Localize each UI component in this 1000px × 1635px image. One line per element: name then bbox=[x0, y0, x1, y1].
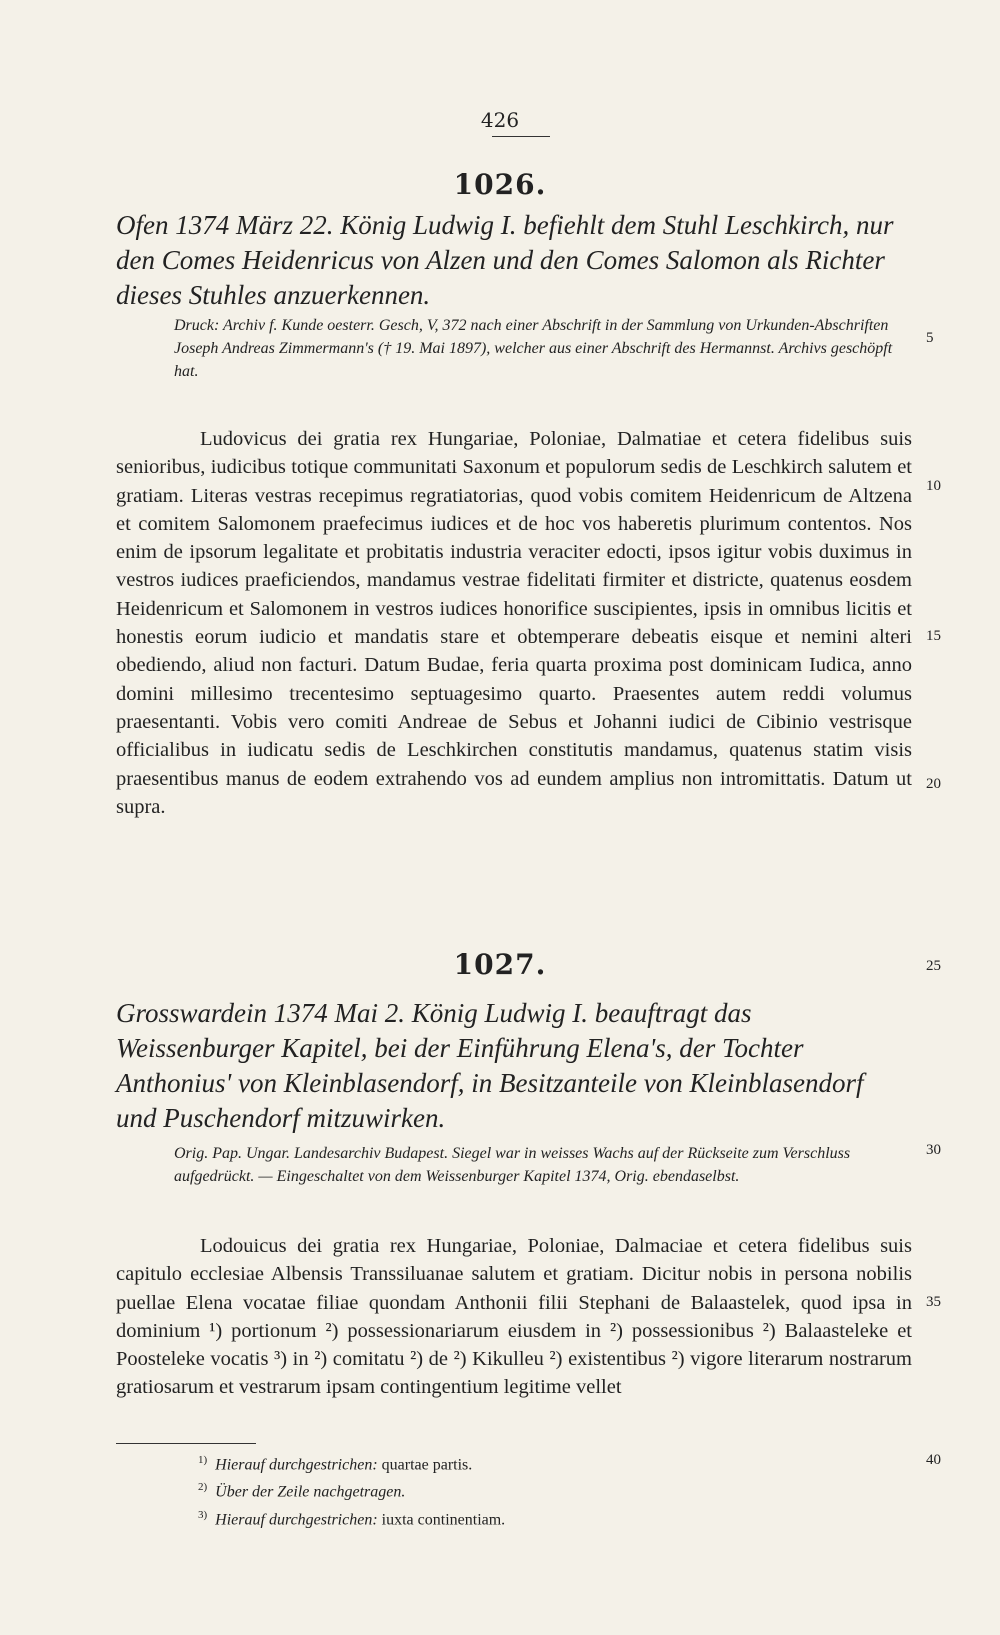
footnote-2 bbox=[198, 1476, 838, 1503]
footnote-marker: 2) bbox=[198, 1481, 208, 1494]
footnote-1 bbox=[198, 1449, 838, 1476]
document-text-1026-paragraph: Ludovicus dei gratia rex Hungariae, Poloniae, Dalmatiae et cetera fidelibus suis senioribus, iudicibus totique communitati Saxonum et populorum sedis de Leschkirch salutem et gratiam. Literas vestras recepimus regratiatorias, quod vobis comitem Heidenricum de Altzena et comitem Salomonem praefecimus iudices et de hoc vos haberetis plurimum contentos. Nos enim de ipsorum legalitate et probitatis industria veraciter edocti, ipsos igitur vobis duximus in vestros iudices praeficiendos, mandamus vestrae fidelitati firmiter et districte, quatenus eosdem Heidenricum et Salomonem in vestros iudices honorifice suscipientes, ipsis in omnibus licitis et honestis eorum iudicio et mandatis stare et obtemperare debeatis eisque et nemini alteri obediendo, aliud non facturi. Datum Budae, feria quarta proxima post dominicam Iudica, anno domini millesimo trecentesimo septuagesimo quarto. Praesentes autem reddi volumus praesentanti. Vobis vero comiti Andreae de Sebus et Johanni iudici de Cibinio vestrisque officialibus in iudicatu sedis de Leschkirchen constitutis mandamus, quatenus statim visis praesentibus manus de eodem extrahendo vos ad eundem amplius non intromittatis. Datum ut supra. bbox=[116, 428, 912, 818]
document-text-1027 bbox=[116, 1232, 912, 1402]
footnote-text: iuxta continentiam. bbox=[381, 1510, 506, 1528]
source-note-1027: Orig. Pap. Ungar. Landesarchiv Budapest. Siegel war in weisses Wachs auf der Rückseite zum Verschluss aufgedrückt. — Eingeschaltet von dem Weissenburger Kapitel 1374, Orig. ebendaselbst. bbox=[174, 1145, 851, 1185]
margin-line-number: 30 bbox=[926, 1142, 941, 1158]
document-number-1027: 1027. bbox=[453, 948, 547, 981]
footnote-label: Hierauf durchgestrichen: bbox=[215, 1456, 378, 1474]
source-note-1026: Druck: Archiv f. Kunde oesterr. Gesch, V, 372 nach einer Abschrift in der Sammlung von Urkunden-Abschriften Joseph Andreas Zimmermann's († 19. Mai 1897), welcher aus einer Abschrift des Hermannst. Archivs geschöpft hat. bbox=[174, 317, 893, 380]
margin-line-number: 10 bbox=[926, 478, 941, 494]
regest-1026: Ofen 1374 März 22. König Ludwig I. befiehlt dem Stuhl Leschkirch, nur den Comes Heidenricus von Alzen und den Comes Salomon als Richter dieses Stuhles anzuerkennen. bbox=[116, 210, 894, 310]
page-number-rule bbox=[492, 136, 550, 137]
document-text-1027-paragraph: Lodouicus dei gratia rex Hungariae, Poloniae, Dalmaciae et cetera fidelibus suis capitulo ecclesiae Albensis Transsiluanae salutem et gratiam. Dicitur nobis in persona nobilis puellae Elena vocatae filiae quondam Anthonii filii Stephani de Balaastelek, quod ipsa in dominium ¹) portionum ²) possessionariarum eiusdem in ²) possessionibus ²) Balaasteleke et Poosteleke vocatis ³) in ²) comitatu ²) de ²) Kikulleu ²) existentibus ²) vigore literarum nostrarum gratiosarum et vestrarum ipsam contingentium legitime vellet bbox=[116, 1235, 912, 1399]
margin-line-number: 20 bbox=[926, 776, 941, 792]
footnote-label: Hierauf durchgestrichen: bbox=[215, 1510, 378, 1528]
regest-1027: Grosswardein 1374 Mai 2. König Ludwig I. beauftragt das Weissenburger Kapitel, bei der Einführung Elena's, der Tochter Anthonius' von Kleinblasendorf, in Besitzanteile von Kleinblasendorf und Puschendorf mitzuwirken. bbox=[116, 998, 864, 1133]
footnote-label: Über der Zeile nachgetragen. bbox=[215, 1483, 406, 1501]
page-number: 426 bbox=[480, 108, 520, 132]
footnote-rule bbox=[116, 1443, 256, 1444]
margin-line-number: 5 bbox=[926, 330, 934, 346]
footnote-3 bbox=[198, 1504, 838, 1531]
margin-line-number: 25 bbox=[926, 958, 941, 974]
footnote-marker: 1) bbox=[198, 1454, 208, 1466]
footnotes bbox=[198, 1449, 838, 1531]
margin-line-number: 40 bbox=[926, 1452, 941, 1468]
document-text-1026 bbox=[116, 425, 912, 821]
margin-line-number: 15 bbox=[926, 628, 941, 644]
footnote-text: quartae partis. bbox=[381, 1456, 473, 1474]
footnote-marker: 3) bbox=[198, 1508, 208, 1521]
document-number-1026: 1026. bbox=[453, 168, 547, 201]
margin-line-number: 35 bbox=[926, 1294, 941, 1310]
